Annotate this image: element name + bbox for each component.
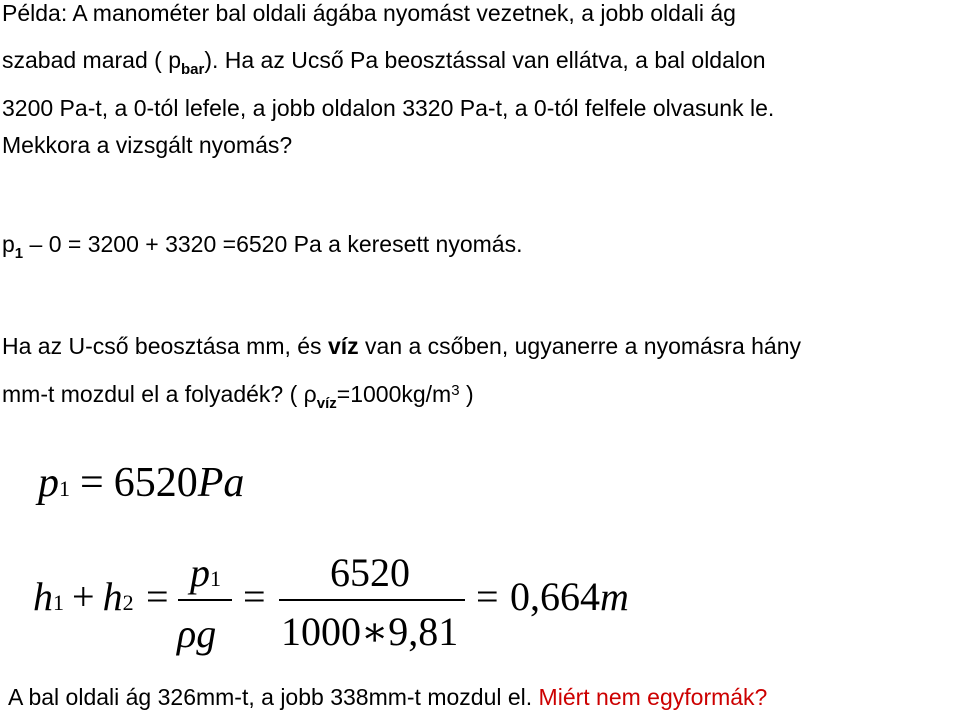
question2-line-2-b: =1000kg/m bbox=[336, 381, 452, 407]
problem-line-2 bbox=[2, 49, 766, 77]
problem-line-2-a: szabad marad ( p bbox=[2, 47, 181, 73]
eq1-value: 6520 bbox=[113, 460, 198, 506]
problem-line-4: Mekkora a vizsgált nyomás? bbox=[2, 132, 293, 158]
problem-line-3: 3200 Pa-t, a 0-tól lefele, a jobb oldalon 3320 Pa-t, a 0-tól felfele olvasunk le. bbox=[2, 95, 775, 121]
question2-bold-water: víz bbox=[327, 333, 359, 359]
eq1-p-subscript: 1 bbox=[59, 476, 70, 501]
eq2-h1: h bbox=[33, 574, 53, 619]
question2-line-2 bbox=[2, 383, 474, 411]
unit-superscript: 3 bbox=[451, 382, 460, 399]
solution-p-subscript: 1 bbox=[14, 245, 24, 262]
conclusion-line bbox=[8, 686, 767, 709]
question2-line-1 bbox=[2, 335, 801, 358]
eq1-unit: Pa bbox=[197, 460, 245, 506]
fraction-1-rho: ρ bbox=[177, 611, 197, 656]
eq2-equals-1: = bbox=[146, 574, 169, 619]
eq2-result-value: 0,664 bbox=[510, 574, 600, 619]
eq2-result-unit: m bbox=[600, 574, 629, 619]
eq2-h2-subscript: 2 bbox=[122, 590, 134, 615]
fraction-2-bar bbox=[279, 599, 465, 601]
question2-line-1-a: Ha az U-cső beosztása mm, és bbox=[2, 333, 328, 359]
problem-line-1: Példa: A manométer bal oldali ágába nyomást vezetnek, a jobb oldali ág bbox=[2, 0, 736, 26]
conclusion-question-red: Miért nem egyformák? bbox=[538, 684, 768, 710]
eq2-h1-subscript: 1 bbox=[53, 590, 64, 615]
fraction-1-denominator bbox=[177, 611, 217, 656]
p-bar-subscript: bar bbox=[180, 61, 205, 78]
solution-text: – 0 = 3200 + 3320 =6520 Pa a keresett nyomás. bbox=[23, 231, 523, 257]
conclusion-text: A bal oldali ág 326mm-t, a jobb 338mm-t mozdul el. bbox=[8, 684, 539, 710]
fraction-1-p-subscript: 1 bbox=[210, 566, 221, 591]
eq2-lhs bbox=[33, 574, 134, 619]
eq2-result bbox=[510, 574, 629, 619]
fraction-1-bar bbox=[178, 599, 232, 601]
fraction-1-p: p bbox=[190, 550, 210, 595]
eq1-p: p bbox=[38, 460, 59, 506]
solution-line bbox=[2, 233, 522, 261]
fraction-1-numerator bbox=[190, 550, 221, 595]
eq2-plus: + bbox=[72, 574, 95, 619]
question2-line-2-a: mm-t mozdul el a folyadék? ( ρ bbox=[2, 381, 317, 407]
problem-line-2-b: ). Ha az Ucső Pa beosztással van ellátva, a bal oldalon bbox=[204, 47, 766, 73]
question2-line-1-b: van a csőben, ugyanerre a nyomásra hány bbox=[358, 333, 802, 359]
eq1-equals: = bbox=[80, 460, 104, 506]
eq2-equals-3: = bbox=[476, 574, 499, 619]
fraction-2-denominator: 1000∗9,81 bbox=[281, 609, 459, 654]
rho-water-subscript: víz bbox=[316, 395, 337, 412]
fraction-2-numerator: 6520 bbox=[330, 550, 410, 595]
solution-p: p bbox=[2, 231, 15, 257]
eq2-equals-2: = bbox=[243, 574, 266, 619]
question2-line-2-c: ) bbox=[459, 381, 474, 407]
eq2-h2: h bbox=[102, 574, 123, 619]
fraction-1-g: g bbox=[196, 611, 217, 656]
equation-1 bbox=[38, 462, 244, 504]
